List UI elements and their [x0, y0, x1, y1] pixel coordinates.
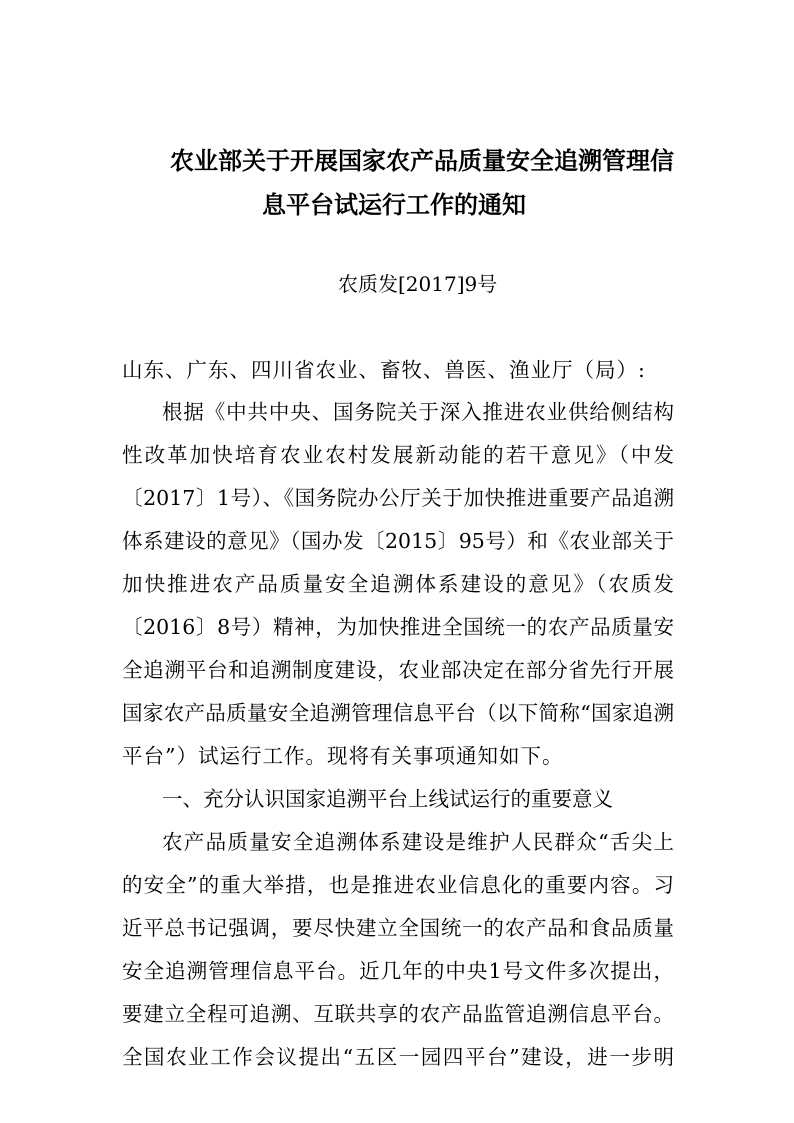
para1-line: 根据《中共中央、国务院关于深入推进农业供给侧结构: [162, 400, 674, 424]
para1-line: 全追溯平台和追溯制度建设，农业部决定在部分省先行开展: [122, 658, 674, 682]
document-number: 农质发[2017]9号: [338, 272, 498, 296]
para2-line: 的安全”的重大举措，也是推进农业信息化的重要内容。习: [122, 873, 674, 897]
para1-line: 〔2016〕8号）精神，为加快推进全国统一的农产品质量安: [122, 615, 674, 639]
document-title-line-2: 息平台试运行工作的通知: [262, 191, 526, 219]
para2-line: 安全追溯管理信息平台。近几年的中央1号文件多次提出，: [122, 959, 674, 983]
para1-line: 国家农产品质量安全追溯管理信息平台（以下简称“国家追溯: [122, 701, 674, 725]
section-heading-1: 一、充分认识国家追溯平台上线试运行的重要意义: [162, 787, 613, 811]
document-title-line-1: 农业部关于开展国家农产品质量安全追溯管理信: [170, 147, 674, 175]
addressee: 山东、广东、四川省农业、畜牧、兽医、渔业厅（局）:: [122, 358, 646, 382]
para1-line: 性改革加快培育农业农村发展新动能的若干意见》（中发: [122, 443, 674, 467]
para2-line: 要建立全程可追溯、互联共享的农产品监管追溯信息平台。: [122, 1002, 674, 1026]
para1-line: 〔2017〕1号）、《国务院办公厅关于加快推进重要产品追溯: [122, 486, 674, 510]
para2-line: 全国农业工作会议提出“五区一园四平台”建设，进一步明: [122, 1045, 674, 1069]
para1-line: 体系建设的意见》（国办发〔2015〕95号）和《农业部关于: [122, 529, 674, 553]
para1-line: 加快推进农产品质量安全追溯体系建设的意见》（农质发: [122, 572, 674, 596]
para2-line: 农产品质量安全追溯体系建设是维护人民群众“舌尖上: [162, 830, 674, 854]
para1-line: 平台”）试运行工作。现将有关事项通知如下。: [122, 744, 564, 768]
para2-line: 近平总书记强调，要尽快建立全国统一的农产品和食品质量: [122, 916, 674, 940]
